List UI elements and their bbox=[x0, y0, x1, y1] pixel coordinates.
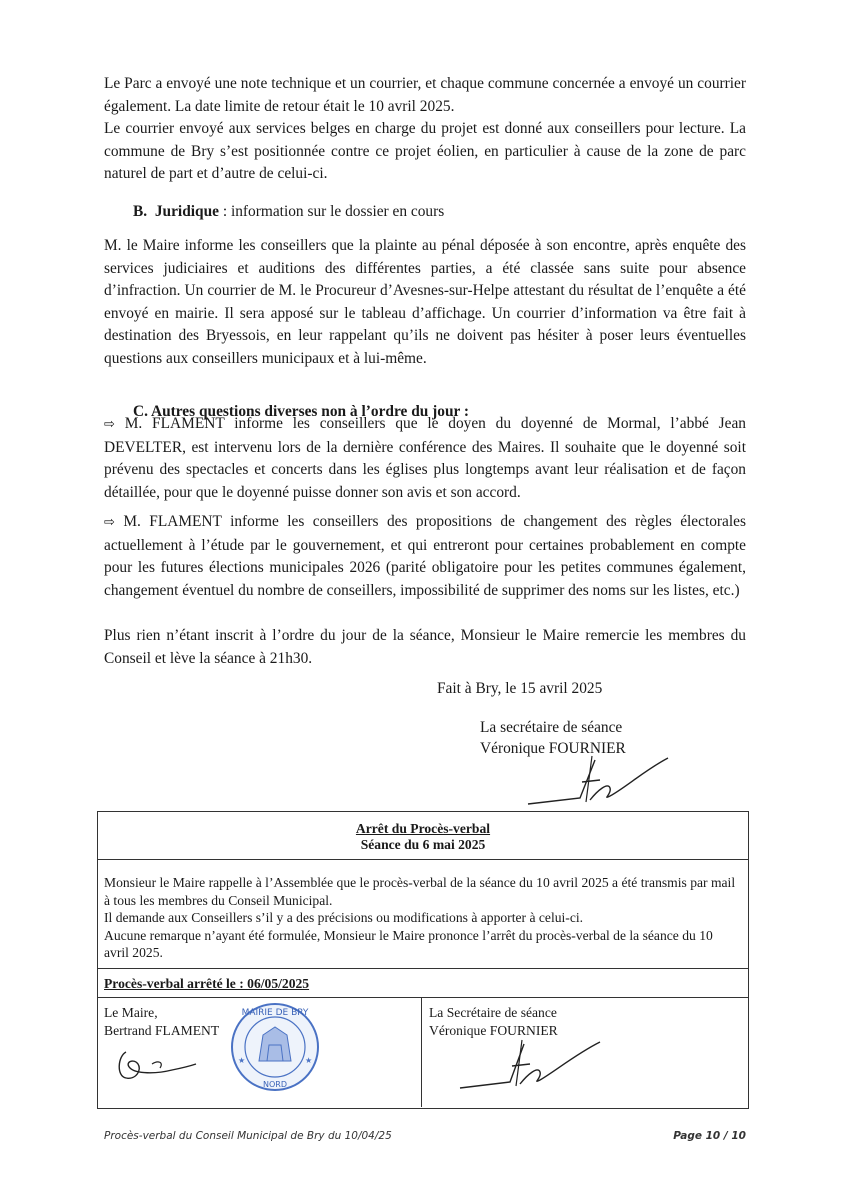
svg-text:★: ★ bbox=[238, 1056, 246, 1065]
arrow-right-icon: ⇨ bbox=[104, 515, 115, 530]
maire-role: Le Maire, bbox=[104, 1005, 158, 1020]
section-b-title: Juridique bbox=[154, 203, 219, 220]
mairie-stamp bbox=[229, 1001, 321, 1093]
paragraph-elections-text: M. FLAMENT informe les conseillers des propositions de changement des règles électorales actuellement à l’étude par le gouvernement, et qui entreront pour certaines probablement en compte pour les futures élections municipales 2026 (parité obligatoire pour les petites communes également, changement éventuel du nombre de conseillers, impossibilité de supprimer des noms sur les listes, etc.) bbox=[104, 513, 746, 599]
footer-title: Procès-verbal du Conseil Municipal de Bry du 10/04/25 bbox=[104, 1130, 392, 1142]
section-b-rest: : information sur le dossier en cours bbox=[218, 203, 445, 220]
stamp-top-text: MAIRIE DE BRY bbox=[241, 1008, 309, 1018]
box-header bbox=[98, 812, 748, 860]
secretary-role: La secrétaire de séance bbox=[480, 719, 623, 736]
section-c-heading: C. Autres questions diverses non à l’ordre du jour : bbox=[133, 403, 470, 420]
secretaire-role: La Secrétaire de séance bbox=[429, 1005, 557, 1020]
box-text-2: Il demande aux Conseillers s’il y a des précisions ou modifications à apporter à celui-ci. bbox=[104, 910, 584, 925]
arrete-date: Procès-verbal arrêté le : 06/05/2025 bbox=[104, 976, 310, 991]
paragraph-elections bbox=[104, 511, 746, 602]
svg-text:★: ★ bbox=[305, 1056, 313, 1065]
box-title: Arrêt du Procès-verbal bbox=[355, 821, 491, 836]
box-subtitle: Séance du 6 mai 2025 bbox=[360, 837, 486, 852]
stamp-bottom-text: NORD bbox=[263, 1080, 287, 1089]
section-b-letter: B. bbox=[133, 203, 148, 220]
arrow-right-icon: ⇨ bbox=[104, 417, 115, 432]
section-b-heading bbox=[133, 201, 444, 223]
maire-name: Bertrand FLAMENT bbox=[104, 1022, 220, 1038]
paragraph-doyenne-text: M. FLAMENT informe les conseillers que le doyen du doyenné de Mormal, l’abbé Jean DEVELTER, est intervenu lors de la dernière conférence des Maires. Il souhaite que le doyenné soit prévenu des spectacles et concerts dans les églises plus longtemps avant leur réalisation et de façon détaillée, pour que le doyenné puisse donner son avis et son accord. bbox=[104, 415, 746, 501]
paragraph-courrier-belge: Le courrier envoyé aux services belges en charge du projet est donné aux conseillers pour lecture. La commune de Bry s’est positionnée contre ce projet éolien, en particulier à cause de la zone de parc naturel de part et d’autre de celui-ci. bbox=[104, 120, 746, 183]
secretary-name: Véronique FOURNIER bbox=[480, 740, 626, 757]
arret-proces-verbal-box bbox=[97, 811, 749, 1109]
paragraph-doyenne bbox=[104, 413, 746, 504]
secretaire-signature bbox=[454, 1034, 604, 1096]
place-date: Fait à Bry, le 15 avril 2025 bbox=[437, 680, 603, 697]
paragraph-juridique: M. le Maire informe les conseillers que la plainte au pénal déposée à son encontre, après enquête des services judiciaires et auditions des différentes parties, a été classée sans suite pour absence d’infraction. Un courrier de M. le Procureur d’Avesnes-sur-Helpe attestant du résultat de l’enquête a été envoyé en mairie. Il sera apposé sur le tableau d’affichage. Un courrier d’information va être fait à destination des Bryessois, en leur rappelant qu’ils ne doivent pas hésiter à poser leurs éventuelles questions aux conseillers municipaux et à lui-même. bbox=[104, 237, 746, 367]
box-text-1: Monsieur le Maire rappelle à l’Assemblée que le procès-verbal de la séance du 10 avril 2025 a été transmis par mail à tous les membres du Conseil Municipal. bbox=[104, 875, 736, 908]
maire-signature bbox=[112, 1044, 202, 1084]
box-body bbox=[104, 874, 740, 962]
page-number: Page 10 / 10 bbox=[673, 1130, 746, 1142]
box-text-3: Aucune remarque n’ayant été formulée, Monsieur le Maire prononce l’arrêt du procès-verbal de la séance du 10 avril 2025. bbox=[104, 927, 713, 960]
paragraph-parc: Le Parc a envoyé une note technique et un courrier, et chaque commune concernée a envoyé un courrier également. La date limite de retour était le 10 avril 2025. bbox=[104, 75, 746, 115]
paragraph-cloture: Plus rien n’étant inscrit à l’ordre du jour de la séance, Monsieur le Maire remercie les membres du Conseil et lève la séance à 21h30. bbox=[104, 627, 746, 667]
secretary-signature bbox=[520, 752, 670, 812]
secretaire-name: Véronique FOURNIER bbox=[429, 1022, 558, 1038]
maire-signature-block bbox=[104, 1004, 219, 1039]
